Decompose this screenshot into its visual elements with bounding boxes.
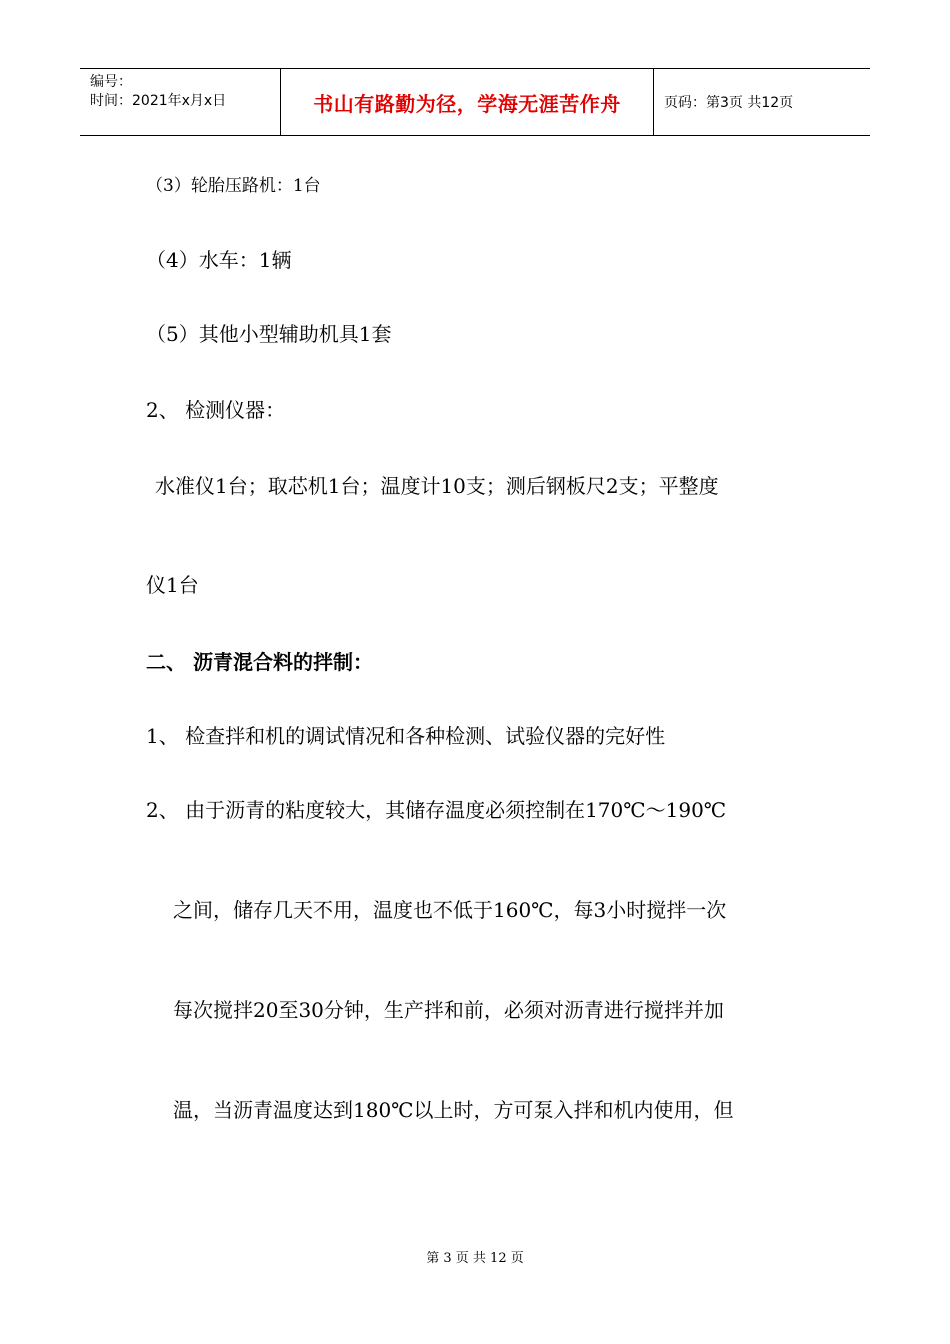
body-line-3: （5）其他小型辅助机具1套 (146, 322, 392, 346)
body-line-11: 每次搅拌20至30分钟，生产拌和前，必须对沥青进行搅拌并加 (173, 998, 724, 1022)
number-label: 编号： (90, 74, 132, 90)
body-line-1: （3）轮胎压路机：1台 (146, 176, 321, 196)
body-line-10: 之间，储存几天不用，温度也不低于160℃，每3小时搅拌一次 (173, 898, 727, 922)
header-motto: 书山有路勤为径，学海无涯苦作舟 (281, 69, 654, 135)
body-line-9: 2、 由于沥青的粘度较大，其储存温度必须控制在170℃～190℃ (146, 798, 727, 822)
page-footer: 第 3 页 共 12 页 (426, 1251, 524, 1266)
body-line-2: （4）水车：1辆 (146, 248, 292, 272)
body-line-4: 2、 检测仪器： (146, 398, 286, 422)
body-line-6: 仪1台 (146, 573, 199, 597)
section-heading: 二、 沥青混合料的拌制： (146, 650, 373, 674)
body-line-8: 1、 检查拌和机的调试情况和各种检测、试验仪器的完好性 (146, 724, 666, 748)
time-label: 时间：2021年x月x日 (90, 93, 227, 109)
header-meta (80, 69, 281, 135)
header-page-info: 页码：第3页 共12页 (664, 95, 794, 111)
body-line-5: 水准仪1台；取芯机1台；温度计10支；测后钢板尺2支；平整度 (155, 474, 719, 498)
body-line-12: 温，当沥青温度达到180℃以上时，方可泵入拌和机内使用，但 (173, 1098, 734, 1122)
page-header (80, 68, 870, 136)
